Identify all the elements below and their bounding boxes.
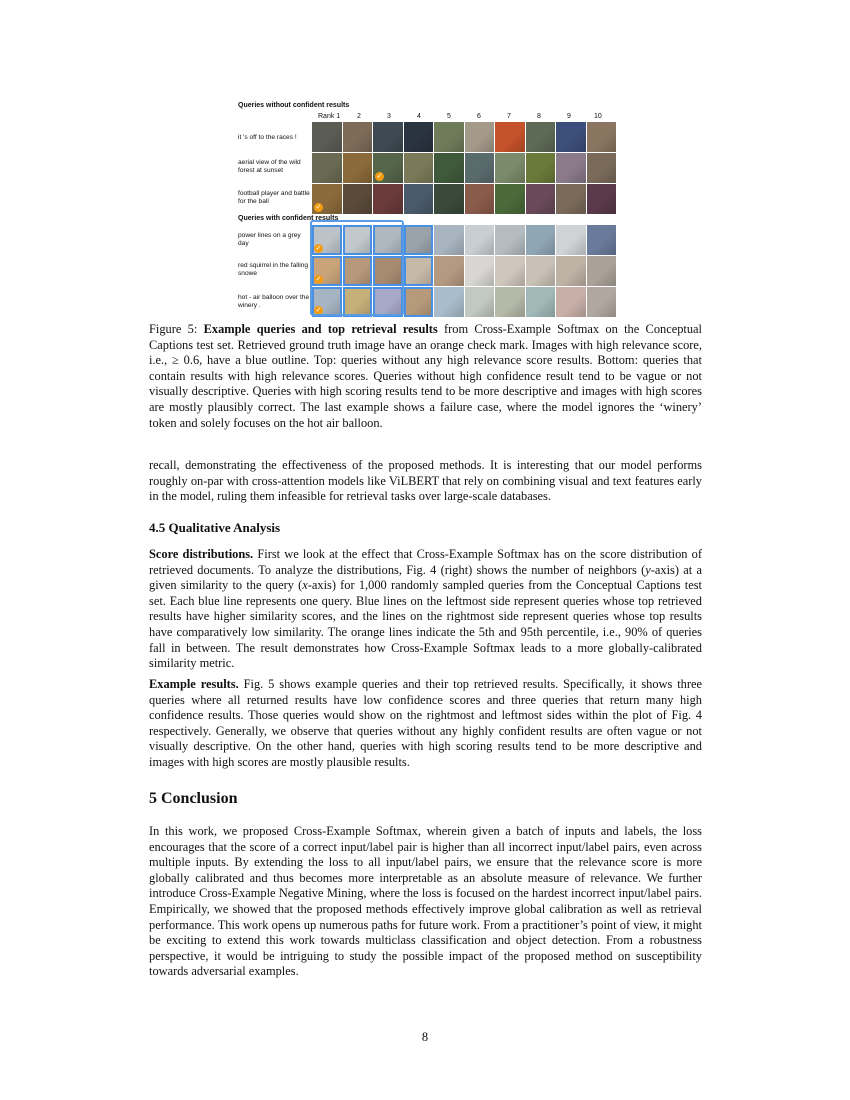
result-thumbnail xyxy=(312,122,342,152)
figure-row xyxy=(236,225,616,255)
result-thumbnail xyxy=(343,184,373,214)
result-thumbnail xyxy=(465,153,495,183)
figure-row xyxy=(236,256,616,286)
result-thumbnail xyxy=(373,153,403,183)
result-thumbnail xyxy=(404,225,434,255)
result-thumbnail xyxy=(343,153,373,183)
result-thumbnail xyxy=(434,184,464,214)
thumbnail-strip xyxy=(312,122,616,152)
result-thumbnail xyxy=(495,256,525,286)
result-thumbnail xyxy=(495,122,525,152)
result-thumbnail xyxy=(312,287,342,317)
result-thumbnail xyxy=(373,225,403,255)
rank-label: 4 xyxy=(417,113,421,120)
result-thumbnail xyxy=(587,256,617,286)
result-thumbnail xyxy=(465,184,495,214)
result-thumbnail xyxy=(312,225,342,255)
figure-section-title-no-confidence: Queries without confident results xyxy=(238,102,350,109)
result-thumbnail xyxy=(434,153,464,183)
paragraph-score-distributions xyxy=(149,547,702,672)
result-thumbnail xyxy=(556,184,586,214)
paragraph-text: Fig. 5 shows example queries and their top retrieved results. Specifically, it shows three queries where all returned results have low confidence scores and three queries that return many high confidence results. Those queries would show on the rightmost and leftmost sides within the plot of Fig. 4 respectively. Generally, we observe that queries without any highly confident results are often vague or not visually descriptive. On the other hand, queries with high scoring results tend to be more descriptive and images with high scores are mostly plausible results. xyxy=(149,677,702,769)
result-thumbnail xyxy=(556,122,586,152)
thumbnail-strip xyxy=(312,287,616,317)
paragraph-text: -axis) for 1,000 randomly sampled queries from the Conceptual Captions test set. Each blue line represents one query. Blue lines on the leftmost side represent queries whose top retrieved results have higher similarity scores, and the lines on the rightmost side represent queries whose top results have comparatively low similarity. The orange lines indicate the 5th and 95th percentile, i.e., 90% of queries fall in between. The result demonstrates how Cross-Example Softmax leads to a more globally-calibrated similarity metric. xyxy=(149,578,702,671)
math-variable: x xyxy=(302,578,308,593)
result-thumbnail xyxy=(312,256,342,286)
check-icon: ✓ xyxy=(315,275,322,283)
result-thumbnail xyxy=(556,287,586,317)
thumbnail-strip xyxy=(312,256,616,286)
paragraph-conclusion: In this work, we proposed Cross-Example Softmax, wherein given a batch of inputs and labels, the loss encourages that the score of a correct input/label pair is higher than all incorrect input/label pairs, even across multiple inputs. By extending the loss to all input/label pairs, we ensure that the relevance score is more globally calibrated and thus becomes more interpretable as an absolute measure of relevance. We further introduce Cross-Example Negative Mining, where the loss is focused on the hardest incorrect input/label pairs. Empirically, we showed that the proposed methods effectively improve global calibration as well as retrieval performance. This work opens up numerous paths for future work. From a practitioner’s point of view, it might be exciting to extend this work towards multiclass classification and object detection. From a robustness perspective, it would be intriguing to study the possible impact of the proposed method on susceptibility towards adversarial examples. xyxy=(149,824,702,979)
result-thumbnail xyxy=(526,256,556,286)
result-thumbnail xyxy=(404,122,434,152)
thumbnail-strip xyxy=(312,153,616,183)
paragraph-title: Example results. xyxy=(149,677,239,691)
paragraph-text: First we look at the effect that Cross-Example Softmax has on the score distribution of retrieved documents. To analyze the distributions, Fig. 4 (right) shows the number of neighbors ( xyxy=(149,547,703,577)
check-icon: ✓ xyxy=(315,203,322,211)
check-icon: ✓ xyxy=(376,172,383,180)
rank-label: 3 xyxy=(387,113,391,120)
paragraph-example-results xyxy=(149,677,702,771)
result-thumbnail xyxy=(495,153,525,183)
check-icon: ✓ xyxy=(315,244,322,252)
query-caption: power lines on a grey day xyxy=(238,232,301,247)
result-thumbnail xyxy=(465,256,495,286)
result-thumbnail xyxy=(343,256,373,286)
result-thumbnail xyxy=(312,153,342,183)
result-thumbnail xyxy=(526,153,556,183)
thumbnail-strip xyxy=(312,184,616,214)
result-thumbnail xyxy=(343,122,373,152)
result-thumbnail xyxy=(587,184,617,214)
figure-row xyxy=(236,153,616,183)
rank-label: 8 xyxy=(537,113,541,120)
result-thumbnail xyxy=(587,122,617,152)
figure-section-title-confident: Queries with confident results xyxy=(238,215,339,222)
subsection-heading: 4.5 Qualitative Analysis xyxy=(149,520,281,535)
rank-label: 7 xyxy=(507,113,511,120)
rank-label: 2 xyxy=(357,113,361,120)
result-thumbnail xyxy=(404,153,434,183)
result-thumbnail xyxy=(312,184,342,214)
rank-label: Rank 1 xyxy=(318,113,341,120)
rank-label: 5 xyxy=(447,113,451,120)
result-thumbnail xyxy=(373,287,403,317)
result-thumbnail xyxy=(556,225,586,255)
figure-row xyxy=(236,287,616,317)
page-number: 8 xyxy=(421,1030,429,1044)
result-thumbnail xyxy=(465,225,495,255)
result-thumbnail xyxy=(495,287,525,317)
result-thumbnail xyxy=(434,256,464,286)
result-thumbnail xyxy=(465,122,495,152)
result-thumbnail xyxy=(587,225,617,255)
query-caption: red squirrel in the falling snowe xyxy=(238,262,309,277)
section-heading: 5 Conclusion xyxy=(149,790,238,807)
result-thumbnail xyxy=(404,256,434,286)
rank-label: 9 xyxy=(567,113,571,120)
result-thumbnail xyxy=(526,184,556,214)
rank-label: 6 xyxy=(477,113,481,120)
result-thumbnail xyxy=(343,225,373,255)
result-thumbnail xyxy=(404,184,434,214)
result-thumbnail xyxy=(465,287,495,317)
result-thumbnail xyxy=(495,225,525,255)
result-thumbnail xyxy=(526,225,556,255)
figure-5 xyxy=(236,101,616,317)
result-thumbnail xyxy=(587,287,617,317)
result-thumbnail xyxy=(373,184,403,214)
query-caption: hot - air balloon over the winery . xyxy=(238,294,310,309)
result-thumbnail xyxy=(495,184,525,214)
result-thumbnail xyxy=(434,122,464,152)
math-variable: y xyxy=(645,562,651,577)
result-thumbnail xyxy=(343,287,373,317)
result-thumbnail xyxy=(526,287,556,317)
check-icon: ✓ xyxy=(315,306,322,314)
result-thumbnail xyxy=(373,122,403,152)
figure-caption xyxy=(149,322,702,431)
figure-row xyxy=(236,122,616,152)
caption-label: Figure 5: xyxy=(149,322,198,336)
caption-text: from Cross-Example Softmax on the Conceptual Captions test set. Retrieved ground truth image have an orange check mark. Images with high relevance score, i.e., ≥ 0.6, have a blue outline. Top: queries without any high relevance score results. Bottom: queries that contain results with high relevance scores. Queries without high confidence result tend to be vague or not visually descriptive. Queries with high scoring results tend to be more descriptive and images with high scores are mostly plausibly correct. The last example shows a failure case, where the model ignores the ‘winery’ token and solely focuses on the hot air balloon. xyxy=(149,322,702,430)
result-thumbnail xyxy=(526,122,556,152)
rank-header xyxy=(312,113,612,122)
paragraph-title: Score distributions. xyxy=(149,547,254,561)
rank-label: 10 xyxy=(594,113,602,120)
result-thumbnail xyxy=(434,225,464,255)
figure-row xyxy=(236,184,616,214)
result-thumbnail xyxy=(434,287,464,317)
result-thumbnail xyxy=(587,153,617,183)
paragraph-recall: recall, demonstrating the effectiveness of the proposed methods. It is interesting that our model performs roughly on-par with cross-attention models like ViLBERT that rely on combining visual and text features early in the model, ruling them infeasible for retrieval tasks over large-scale databases. xyxy=(149,458,702,504)
result-thumbnail xyxy=(556,256,586,286)
thumbnail-strip xyxy=(312,225,616,255)
query-caption: it 's off to the races ! xyxy=(238,134,297,141)
result-thumbnail xyxy=(404,287,434,317)
caption-bold-title: Example queries and top retrieval results xyxy=(203,322,438,336)
query-caption: aerial view of the wild forest at sunset xyxy=(238,159,301,174)
result-thumbnail xyxy=(373,256,403,286)
result-thumbnail xyxy=(556,153,586,183)
paragraph-text: -axis) at a given similarity to the query ( xyxy=(149,562,702,593)
query-caption: football player and battle for the ball xyxy=(238,190,310,205)
